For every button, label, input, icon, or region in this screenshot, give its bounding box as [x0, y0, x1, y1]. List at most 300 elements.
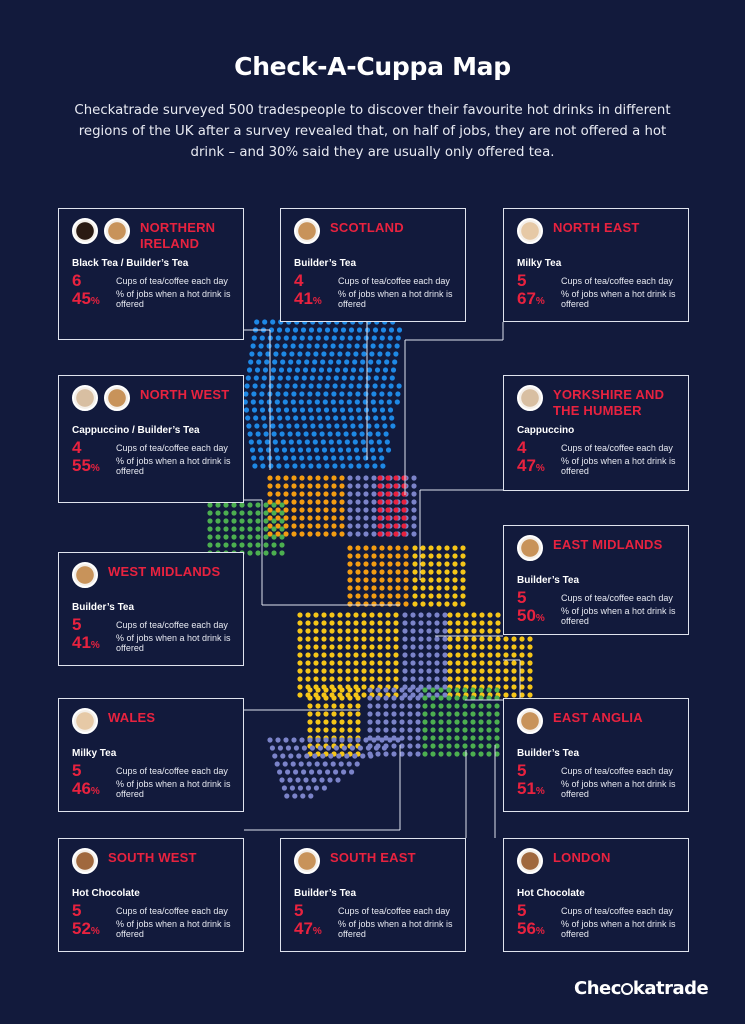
map-dot [366, 375, 371, 380]
map-dot [296, 431, 301, 436]
map-dot [299, 391, 304, 396]
map-dot [291, 515, 296, 520]
map-dot [259, 343, 264, 348]
map-dot [361, 612, 366, 617]
map-dot [254, 319, 259, 324]
map-dot [321, 628, 326, 633]
map-dot [355, 531, 360, 536]
map-dot [371, 523, 376, 528]
map-dot [278, 745, 283, 750]
map-dot [387, 545, 392, 550]
map-dot [486, 735, 491, 740]
map-dot [412, 585, 417, 590]
cups-value: 5 [294, 901, 304, 920]
map-dot [366, 745, 371, 750]
map-dot [426, 636, 431, 641]
map-dot [319, 777, 324, 782]
map-dot [318, 745, 323, 750]
map-dot [382, 745, 387, 750]
map-dot [231, 502, 236, 507]
map-dot [444, 545, 449, 550]
map-dot [503, 684, 508, 689]
map-dot [393, 515, 398, 520]
map-dot [258, 447, 263, 452]
map-dot [487, 644, 492, 649]
cups-label: Cups of tea/coffee each day [116, 906, 228, 916]
map-dot [446, 687, 451, 692]
map-dot [363, 491, 368, 496]
map-dot [420, 585, 425, 590]
map-dot [377, 483, 382, 488]
map-dot [297, 439, 302, 444]
map-dot [393, 612, 398, 617]
map-dot [337, 612, 342, 617]
map-dot [415, 695, 420, 700]
map-dot [371, 561, 376, 566]
map-dot [353, 668, 358, 673]
map-dot [279, 367, 284, 372]
map-dot [341, 383, 346, 388]
map-dot [355, 719, 360, 724]
map-dot [271, 550, 276, 555]
map-dot [371, 483, 376, 488]
map-dot [347, 703, 352, 708]
map-dot [363, 585, 368, 590]
map-dot [462, 719, 467, 724]
map-dot [436, 601, 441, 606]
map-dot [284, 335, 289, 340]
map-dot [323, 695, 328, 700]
region-card-south-west [58, 838, 244, 952]
map-dot [323, 737, 328, 742]
map-dot [383, 367, 388, 372]
map-dot [271, 367, 276, 372]
map-dot [294, 423, 299, 428]
map-dot [358, 375, 363, 380]
map-dot [378, 447, 383, 452]
map-dot [295, 777, 300, 782]
map-dot [323, 719, 328, 724]
map-dot [329, 652, 334, 657]
map-dot [247, 534, 252, 539]
map-dot [375, 727, 380, 732]
map-dot [362, 447, 367, 452]
map-dot [284, 407, 289, 412]
map-dot [527, 636, 532, 641]
map-dot [347, 585, 352, 590]
jobs-label: % of jobs when a hot drink is offered [116, 779, 231, 799]
map-dot [364, 463, 369, 468]
map-dot [293, 327, 298, 332]
map-dot [470, 719, 475, 724]
percent-sign: % [535, 786, 545, 797]
map-dot [397, 383, 402, 388]
map-dot [454, 695, 459, 700]
map-dot [349, 769, 354, 774]
map-dot [215, 526, 220, 531]
map-dot [231, 542, 236, 547]
map-dot [371, 593, 376, 598]
map-dot [460, 545, 465, 550]
map-dot [277, 415, 282, 420]
map-dot [279, 550, 284, 555]
map-dot [347, 455, 352, 460]
map-dot [271, 502, 276, 507]
map-dot [339, 711, 344, 716]
map-dot [428, 545, 433, 550]
map-dot [379, 585, 384, 590]
map-dot [316, 335, 321, 340]
map-dot [363, 499, 368, 504]
percent-sign: % [312, 296, 322, 307]
map-dot [430, 687, 435, 692]
map-dot [277, 769, 282, 774]
map-dot [255, 550, 260, 555]
map-dot [391, 719, 396, 724]
map-dot [323, 475, 328, 480]
map-dot [385, 612, 390, 617]
map-dot [280, 753, 285, 758]
region-name: NORTH WEST [140, 387, 230, 402]
map-dot [300, 793, 305, 798]
map-dot [339, 523, 344, 528]
map-dot [291, 507, 296, 512]
map-dot [486, 687, 491, 692]
map-dot [391, 711, 396, 716]
map-dot [361, 351, 366, 356]
map-dot [262, 423, 267, 428]
map-dot [444, 569, 449, 574]
map-dot [352, 359, 357, 364]
map-dot [463, 668, 468, 673]
map-dot [379, 553, 384, 558]
map-dot [352, 431, 357, 436]
map-dot [393, 620, 398, 625]
map-dot [252, 335, 257, 340]
map-dot [371, 553, 376, 558]
map-dot [369, 676, 374, 681]
map-dot [253, 415, 258, 420]
map-dot [345, 676, 350, 681]
map-dot [273, 439, 278, 444]
map-dot [403, 585, 408, 590]
map-dot [293, 415, 298, 420]
map-dot [444, 561, 449, 566]
map-dot [391, 743, 396, 748]
map-dot [300, 463, 305, 468]
map-dot [353, 628, 358, 633]
map-dot [307, 695, 312, 700]
map-dot [320, 359, 325, 364]
map-dot [348, 335, 353, 340]
jobs-value: 41 [294, 289, 313, 308]
map-dot [399, 695, 404, 700]
map-dot [298, 447, 303, 452]
map-dot [323, 523, 328, 528]
map-dot [396, 335, 401, 340]
map-dot [411, 515, 416, 520]
map-dot [307, 507, 312, 512]
map-dot [297, 668, 302, 673]
map-dot [430, 727, 435, 732]
map-dot [331, 687, 336, 692]
map-dot [360, 753, 365, 758]
map-dot [280, 359, 285, 364]
map-dot [447, 668, 452, 673]
map-dot [426, 620, 431, 625]
map-dot [377, 652, 382, 657]
map-dot [438, 695, 443, 700]
map-dot [478, 719, 483, 724]
builders-tea-icon [517, 708, 543, 734]
map-dot [337, 439, 342, 444]
map-dot [297, 676, 302, 681]
map-dot [282, 785, 287, 790]
map-dot [367, 727, 372, 732]
hot-chocolate-icon [517, 848, 543, 874]
map-dot [256, 431, 261, 436]
map-dot [422, 743, 427, 748]
builders-tea-icon [104, 218, 130, 244]
map-dot [428, 585, 433, 590]
map-dot [527, 676, 532, 681]
map-dot [332, 407, 337, 412]
map-dot [231, 510, 236, 515]
map-dot [387, 553, 392, 558]
map-dot [307, 455, 312, 460]
map-dot [379, 569, 384, 574]
map-dot [407, 703, 412, 708]
map-dot [355, 761, 360, 766]
map-dot [377, 507, 382, 512]
map-dot [333, 327, 338, 332]
map-dot [410, 660, 415, 665]
map-dot [479, 612, 484, 617]
map-dot [379, 343, 384, 348]
map-dot [415, 727, 420, 732]
map-dot [403, 601, 408, 606]
map-dot [379, 561, 384, 566]
map-dot [385, 636, 390, 641]
map-dot [415, 703, 420, 708]
map-dot [382, 423, 387, 428]
map-dot [257, 351, 262, 356]
map-dot [438, 719, 443, 724]
map-dot [332, 335, 337, 340]
map-dot [436, 577, 441, 582]
map-dot [275, 391, 280, 396]
map-dot [386, 447, 391, 452]
cups-label: Cups of tea/coffee each day [116, 620, 228, 630]
map-dot [350, 423, 355, 428]
map-dot [377, 676, 382, 681]
cups-value: 5 [72, 761, 82, 780]
map-dot [317, 327, 322, 332]
region-card-scotland [280, 208, 466, 322]
map-dot [275, 761, 280, 766]
map-dot [403, 593, 408, 598]
map-dot [422, 695, 427, 700]
map-dot [307, 687, 312, 692]
map-dot [447, 612, 452, 617]
map-dot [403, 545, 408, 550]
map-dot [299, 761, 304, 766]
map-dot [471, 660, 476, 665]
map-dot [393, 483, 398, 488]
map-dot [263, 510, 268, 515]
map-dot [407, 751, 412, 756]
map-dot [383, 711, 388, 716]
map-dot [412, 593, 417, 598]
map-dot [452, 545, 457, 550]
map-dot [371, 455, 376, 460]
map-dot [283, 343, 288, 348]
map-dot [297, 612, 302, 617]
map-dot [447, 676, 452, 681]
map-dot [274, 447, 279, 452]
map-dot [349, 415, 354, 420]
map-dot [341, 415, 346, 420]
map-dot [312, 431, 317, 436]
map-dot [385, 620, 390, 625]
map-dot [299, 507, 304, 512]
map-dot [276, 335, 281, 340]
map-dot [361, 439, 366, 444]
map-dot [436, 593, 441, 598]
map-dot [355, 737, 360, 742]
map-dot [355, 703, 360, 708]
map-dot [442, 620, 447, 625]
map-dot [297, 351, 302, 356]
map-dot [494, 727, 499, 732]
map-dot [402, 612, 407, 617]
region-card-east-anglia [503, 698, 689, 812]
cups-label: Cups of tea/coffee each day [116, 276, 228, 286]
map-dot [410, 628, 415, 633]
map-dot [252, 407, 257, 412]
map-dot [412, 601, 417, 606]
map-dot [358, 745, 363, 750]
jobs-value: 51 [517, 779, 536, 798]
map-dot [377, 491, 382, 496]
map-dot [383, 719, 388, 724]
map-dot [215, 502, 220, 507]
favourite-drink: Black Tea / Builder’s Tea [72, 258, 189, 269]
map-dot [319, 367, 324, 372]
region-name: WEST MIDLANDS [108, 564, 221, 579]
favourite-drink: Builder’s Tea [517, 575, 580, 586]
map-dot [395, 545, 400, 550]
map-dot [387, 343, 392, 348]
favourite-drink: Hot Chocolate [72, 888, 140, 899]
map-dot [305, 652, 310, 657]
map-dot [329, 676, 334, 681]
map-dot [395, 593, 400, 598]
map-dot [312, 753, 317, 758]
map-dot [430, 735, 435, 740]
map-dot [345, 612, 350, 617]
map-dot [361, 620, 366, 625]
map-dot [371, 569, 376, 574]
map-dot [486, 703, 491, 708]
map-dot [415, 735, 420, 740]
map-dot [455, 612, 460, 617]
map-dot [321, 676, 326, 681]
map-dot [345, 351, 350, 356]
cups-value: 4 [517, 438, 527, 457]
map-dot [460, 553, 465, 558]
map-dot [360, 431, 365, 436]
map-dot [300, 335, 305, 340]
map-dot [291, 391, 296, 396]
map-dot [336, 431, 341, 436]
map-dot [305, 628, 310, 633]
map-dot [385, 668, 390, 673]
map-dot [452, 585, 457, 590]
map-dot [422, 719, 427, 724]
map-dot [272, 431, 277, 436]
map-dot [256, 359, 261, 364]
map-dot [519, 644, 524, 649]
map-dot [305, 676, 310, 681]
map-dot [385, 351, 390, 356]
map-dot [269, 383, 274, 388]
map-dot [288, 431, 293, 436]
checkatrade-logo: Chec katrade [574, 978, 709, 999]
favourite-drink: Milky Tea [72, 748, 117, 759]
map-dot [283, 475, 288, 480]
map-dot [434, 636, 439, 641]
map-dot [353, 620, 358, 625]
map-dot [401, 483, 406, 488]
builders-tea-icon [294, 848, 320, 874]
map-dot [436, 585, 441, 590]
map-dot [291, 475, 296, 480]
map-dot [329, 439, 334, 444]
map-dot [239, 526, 244, 531]
map-dot [375, 703, 380, 708]
map-dot [297, 660, 302, 665]
map-dot [296, 359, 301, 364]
jobs-value: 50 [517, 606, 536, 625]
map-dot [385, 652, 390, 657]
map-dot [403, 569, 408, 574]
favourite-drink: Cappuccino / Builder’s Tea [72, 425, 200, 436]
map-dot [301, 415, 306, 420]
map-dot [321, 644, 326, 649]
map-dot [286, 745, 291, 750]
map-dot [350, 745, 355, 750]
map-dot [329, 612, 334, 617]
map-dot [373, 415, 378, 420]
map-dot [270, 423, 275, 428]
map-dot [331, 531, 336, 536]
map-dot [470, 727, 475, 732]
map-dot [374, 423, 379, 428]
map-dot [389, 383, 394, 388]
map-dot [298, 785, 303, 790]
map-dot [377, 515, 382, 520]
map-dot [355, 545, 360, 550]
map-dot [360, 359, 365, 364]
map-dot [321, 351, 326, 356]
map-dot [463, 628, 468, 633]
map-dot [495, 636, 500, 641]
map-dot [287, 367, 292, 372]
map-dot [455, 636, 460, 641]
logo-ring-icon [621, 983, 633, 995]
map-dot [263, 518, 268, 523]
